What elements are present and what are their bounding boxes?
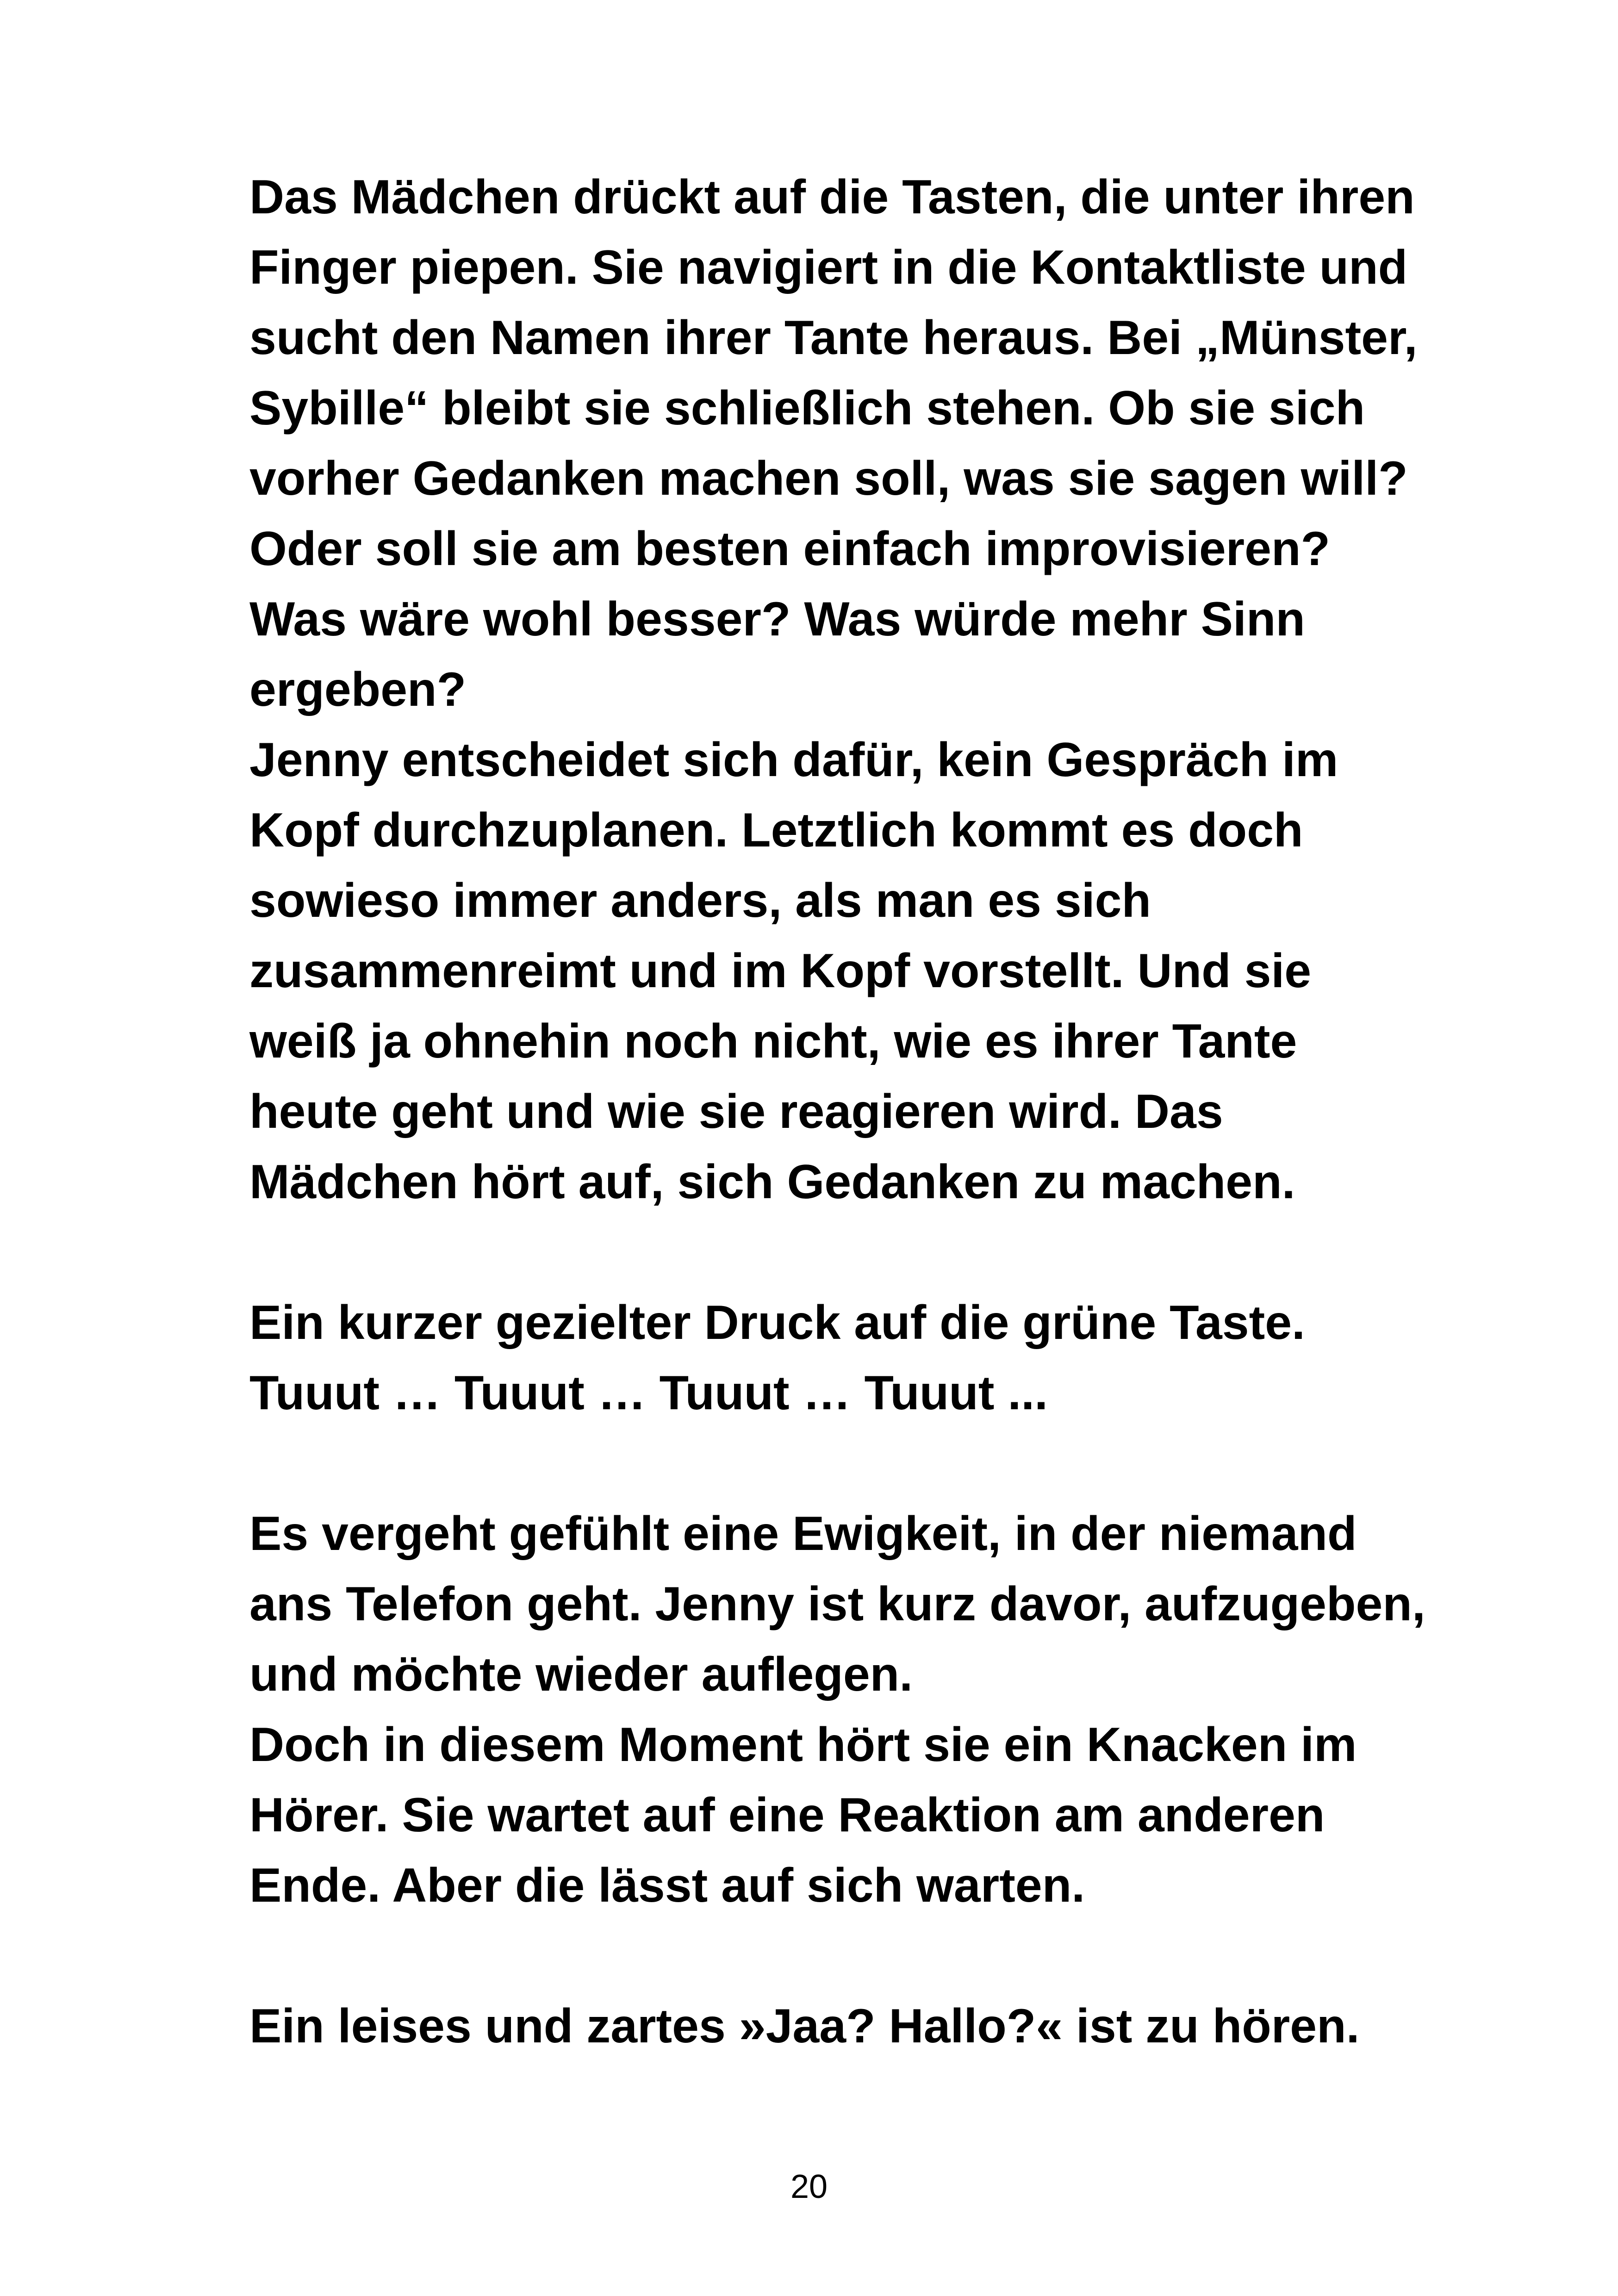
paragraph-gap [249,1921,1508,1991]
text-line: Kopf durchzuplanen. Letztlich kommt es doch [249,803,1303,857]
text-line: Ende. Aber die lässt auf sich warten. [249,1859,1085,1912]
text-line: Oder soll sie am besten einfach improvisieren? [249,522,1331,576]
text-line: weiß ja ohnehin noch nicht, wie es ihrer Tante [249,1014,1297,1068]
text-line: Ein leises und zartes »Jaa? Hallo?« ist zu hören. [249,1999,1360,2053]
text-line: Finger piepen. Sie navigiert in die Kontaktliste und [249,241,1408,294]
text-line: und möchte wieder auflegen. [249,1648,913,1701]
text-line: vorher Gedanken machen soll, was sie sagen will? [249,452,1408,505]
text-line: ans Telefon geht. Jenny ist kurz davor, aufzugeben, [249,1577,1425,1631]
text-line: heute geht und wie sie reagieren wird. Das [249,1085,1223,1139]
paragraph-3 [249,1499,1508,1921]
text-line: Tuuut … Tuuut … Tuuut … Tuuut ... [249,1366,1048,1420]
text-line: Ein kurzer gezielter Druck auf die grüne Taste. [249,1296,1305,1350]
text-line: Was wäre wohl besser? Was würde mehr Sinn [249,592,1305,646]
paragraph-2 [249,1288,1508,1428]
text-line: ergeben? [249,663,467,716]
paragraph-gap [249,1428,1508,1499]
paragraph-1 [249,162,1508,1217]
body-text [249,162,1508,2061]
text-line: Sybille“ bleibt sie schließlich stehen. Ob sie sich [249,381,1365,435]
text-line: Das Mädchen drückt auf die Tasten, die unter ihren [249,170,1415,224]
paragraph-4 [249,1991,1508,2061]
text-line: sucht den Namen ihrer Tante heraus. Bei „Münster, [249,311,1418,365]
text-line: Mädchen hört auf, sich Gedanken zu machen. [249,1155,1295,1209]
text-line: sowieso immer anders, als man es sich [249,874,1151,927]
text-line: Doch in diesem Moment hört sie ein Knacken im [249,1718,1357,1772]
text-line: Es vergeht gefühlt eine Ewigkeit, in der niemand [249,1507,1357,1561]
text-line: Hörer. Sie wartet auf eine Reaktion am anderen [249,1788,1325,1842]
page-number: 20 [790,2168,828,2205]
text-line: Jenny entscheidet sich dafür, kein Gespräch im [249,733,1338,787]
paragraph-gap [249,1217,1508,1288]
text-line: zusammenreimt und im Kopf vorstellt. Und sie [249,944,1312,998]
